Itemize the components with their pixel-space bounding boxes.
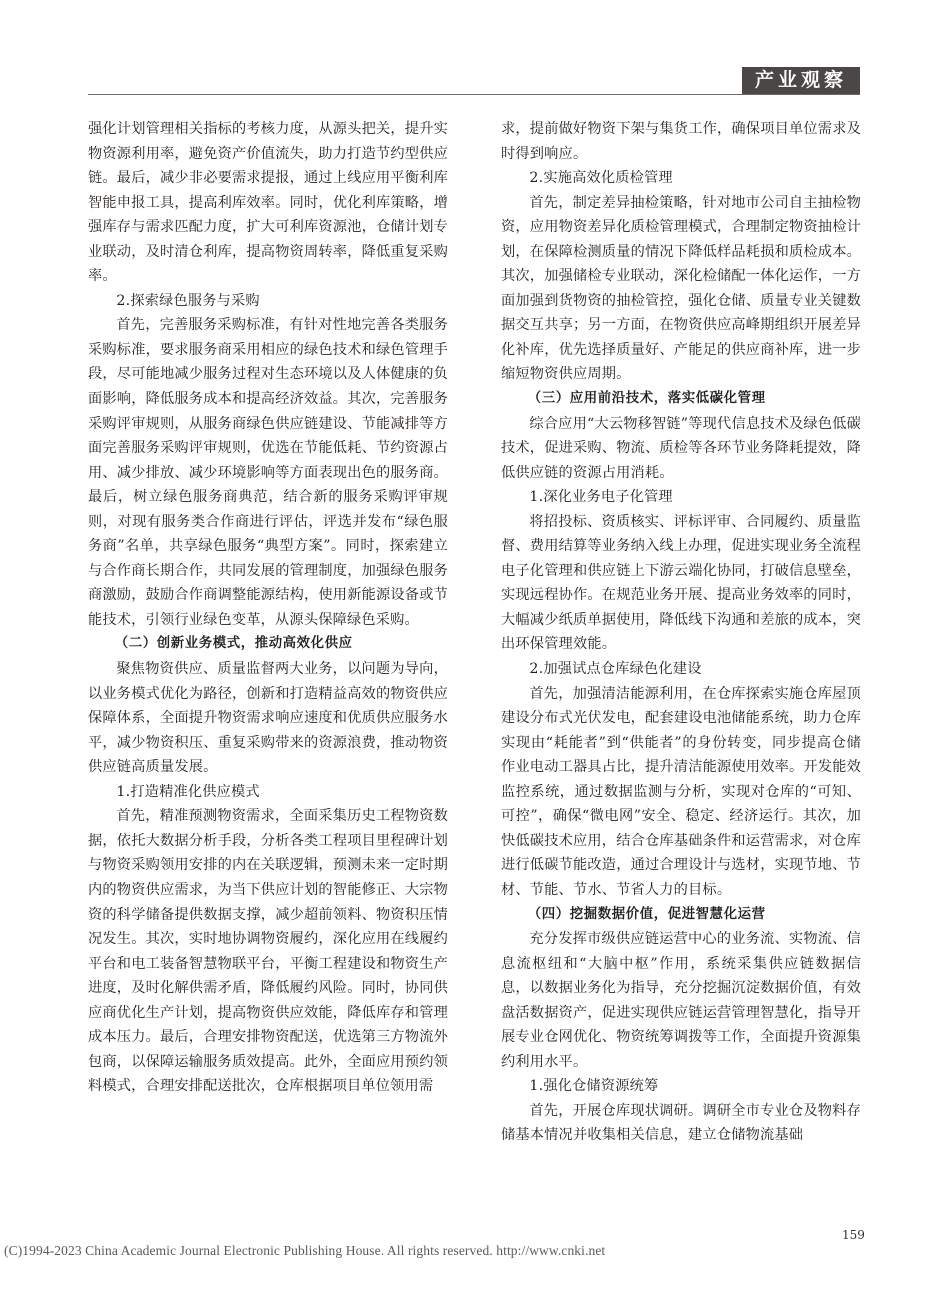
body-paragraph: 聚焦物资供应、质量监督两大业务，以问题为导向，以业务模式优化为路径，创新和打造精益高效的物资供应保障体系，全面提升物资需求响应速度和优质供应服务水平，减少物资积压、重复采购带来的资源浪费，推动物资供应链高质量发展。 (88, 661, 448, 776)
subsection-heading: 1.深化业务电子化管理 (529, 489, 673, 506)
body-paragraph: 求，提前做好物资下架与集货工作，确保项目单位需求及时得到响应。 (501, 121, 861, 162)
section-heading: （三）应用前沿技术，落实低碳化管理 (527, 391, 766, 407)
body-paragraph: 首先，完善服务采购标准，有针对性地完善各类服务采购标准，要求服务商采用相应的绿色技术和绿色管理手段，尽可能地减少服务过程对生态环境以及人体健康的负面影响，降低服务成本和提高经济效益。其次，完善服务采购评审规则，从服务商绿色供应链建设、节能减排等方面完善服务采购评审规则，优选在节能低耗、节约资源占用、减少排放、减少环境影响等方面表现出色的服务商。最后，树立绿色服务商典范，结合新的服务采购评审规则，对现有服务类合作商进行评估，评选并发布“绿色服务商”名单，共享绿色服务“典型方案”。同时，探索建立与合作商长期合作，共同发展的管理制度，加强绿色服务商激励，鼓励合作商调整能源结构，使用新能源设备或节能技术，引领行业绿色变革，从源头保障绿色采购。 (88, 317, 448, 628)
subsection-heading: 1.强化仓储资源统筹 (529, 1078, 659, 1095)
body-paragraph: 首先，加强清洁能源利用，在仓库探索实施仓库屋顶建设分布式光伏发电，配套建设电池储能系统，助力仓库实现由“耗能者”到“供能者”的身份转变，同步提高仓储作业电动工器具占比，提升清洁能源使用效率。开发能效监控系统，通过数据监测与分析，实现对仓库的“可知、可控”，确保“微电网”安全、稳定、经济运行。其次，加快低碳技术应用，结合仓库基础条件和运营需求，对仓库进行低碳节能改造，通过合理设计与选材，实现节地、节材、节能、节水、节省人力的目标。 (501, 685, 861, 898)
subsection-heading: 1.打造精准化供应模式 (116, 783, 260, 800)
right-column (501, 117, 861, 1148)
section-tag: 产业观察 (742, 67, 860, 94)
copyright-notice: (C)1994-2023 China Academic Journal Electronic Publishing House. All rights reserved. http://www.cnki.net (4, 1243, 606, 1258)
subsection-heading: 2.探索绿色服务与采购 (116, 292, 260, 309)
body-paragraph: 强化计划管理相关指标的考核力度，从源头把关，提升实物资源利用率，避免资产价值流失，助力打造节约型供应链。最后，减少非必要需求提报，通过上线应用平衡利库智能申报工具，提高利库效率。同时，优化利库策略，增强库存与需求匹配力度，扩大可利库资源池，仓储计划专业联动，及时清仓利库，提高物资周转率，降低重复采购率。 (88, 121, 448, 285)
body-paragraph: 首先，制定差异抽检策略，针对地市公司自主抽检物资，应用物资差异化质检管理模式，合理制定物资抽检计划，在保障检测质量的情况下降低样品耗损和质检成本。其次，加强储检专业联动，深化检储配一体化运作，一方面加强到货物资的抽检管控，强化仓储、质量专业关键数据交互共享；另一方面，在物资供应高峰期组织开展差异化补库，优先选择质量好、产能足的供应商补库，进一步缩短物资供应周期。 (501, 194, 861, 383)
subsection-heading: 2.加强试点仓库绿色化建设 (529, 661, 702, 678)
section-heading: （四）挖掘数据价值，促进智慧化运营 (527, 906, 766, 922)
section-heading: （二）创新业务模式，推动高效化供应 (114, 636, 353, 652)
header-rule (88, 94, 860, 95)
body-paragraph: 首先，开展仓库现状调研。调研全市专业仓及物料存储基本情况并收集相关信息，建立仓储物流基础 (501, 1102, 861, 1144)
body-paragraph: 综合应用“大云物移智链”等现代信息技术及绿色低碳技术，促进采购、物流、质检等各环节业务降耗提效，降低供应链的资源占用消耗。 (501, 415, 861, 481)
left-column (88, 117, 448, 1099)
body-paragraph: 首先，精准预测物资需求，全面采集历史工程物资数据，依托大数据分析手段，分析各类工程项目里程碑计划与物资采购领用安排的内在关联逻辑，预测未来一定时期内的物资供应需求，为当下供应计划的智能修正、大宗物资的科学储备提供数据支撑，减少超前领料、物资积压情况发生。其次，实时地协调物资履约，深化应用在线履约平台和电工装备智慧物联平台，平衡工程建设和物资生产进度，及时化解供需矛盾，降低履约风险。同时，协同供应商优化生产计划，提高物资供应效能，降低库存和管理成本压力。最后，合理安排物资配送，优选第三方物流外包商，以保障运输服务质效提高。此外，全面应用预约领料模式，合理安排配送批次，仓库根据项目单位领用需 (88, 808, 448, 1095)
page-number: 159 (842, 1228, 865, 1242)
body-paragraph: 充分发挥市级供应链运营中心的业务流、实物流、信息流枢纽和“大脑中枢”作用，系统采集供应链数据信息，以数据业务化为指导，充分挖掘沉淀数据价值，有效盘活数据资产，促进实现供应链运营管理智慧化，指导开展专业仓网优化、物资统筹调拨等工作，全面提升资源集约利用水平。 (501, 931, 861, 1070)
body-paragraph: 将招投标、资质核实、评标评审、合同履约、质量监督、费用结算等业务纳入线上办理，促进实现业务全流程电子化管理和供应链上下游云端化协同，打破信息壁垒，实现远程协作。在规范业务开展、提高业务效率的同时，大幅减少纸质单据使用，降低线下沟通和差旅的成本，突出环保管理效能。 (501, 513, 861, 653)
subsection-heading: 2.实施高效化质检管理 (529, 170, 673, 187)
